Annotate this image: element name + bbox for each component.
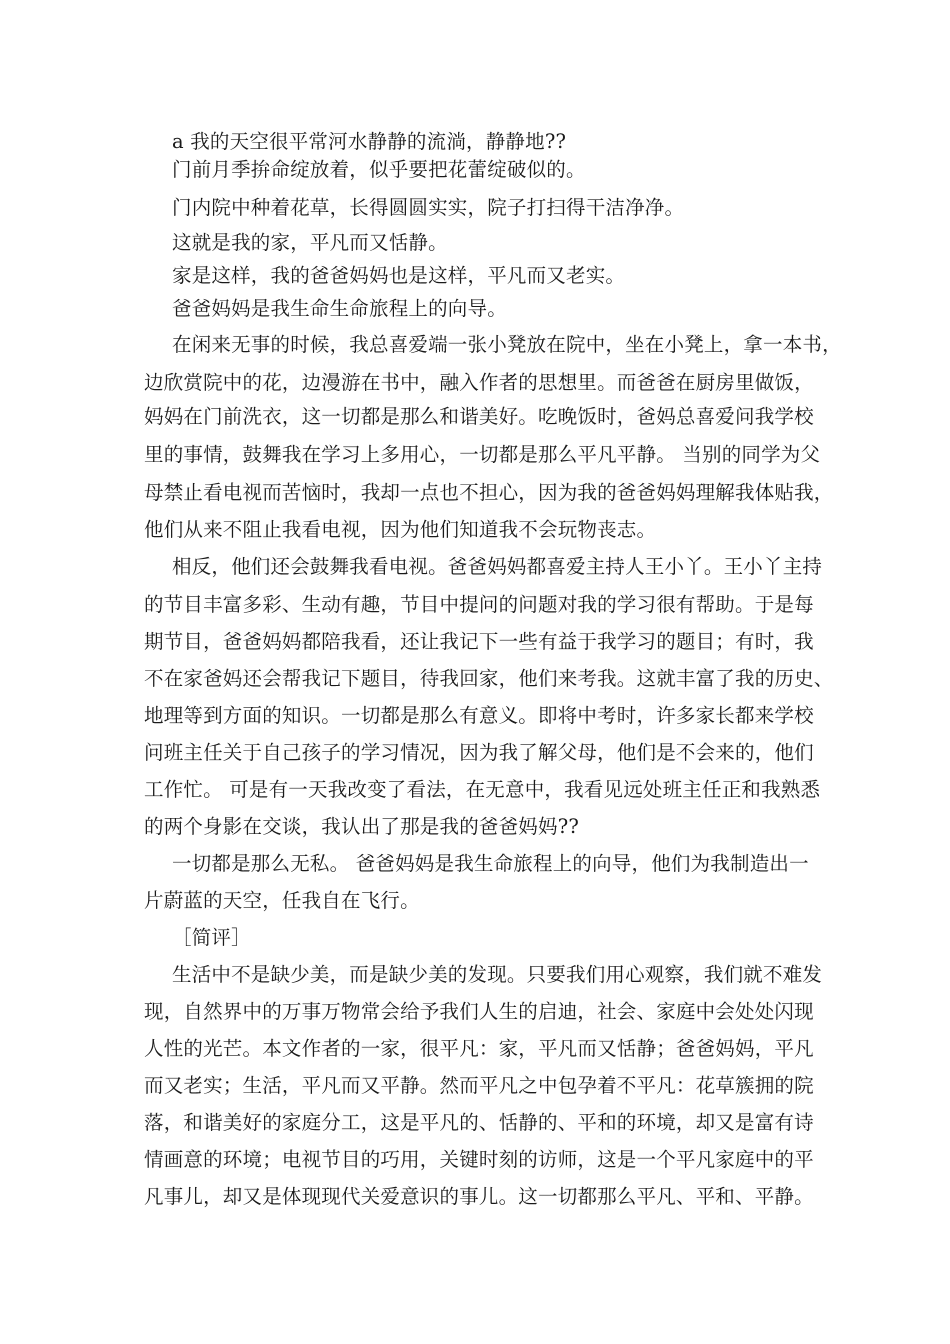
text-line: 这就是我的家，平凡而又恬静。 <box>172 231 448 254</box>
text-line: 母禁止看电视而苦恼时，我却一点也不担心，因为我的爸爸妈妈理解我体贴我， <box>144 481 834 504</box>
text-line: 不在家爸妈还会帮我记下题目，待我回家，他们来考我。这就丰富了我的历史、 <box>144 667 834 690</box>
text-line: 片蔚蓝的天空，任我自在飞行。 <box>144 889 420 912</box>
text-line: 期节目，爸爸妈妈都陪我看，还让我记下一些有益于我学习的题目；有时，我 <box>144 630 814 653</box>
text-line: 边欣赏院中的花，边漫游在书中，融入作者的思想里。而爸爸在厨房里做饭， <box>144 371 814 394</box>
text-line: 在闲来无事的时候，我总喜爱端一张小凳放在院中，坐在小凳上，拿一本书， <box>172 333 842 356</box>
text-line: 情画意的环境；电视节目的巧用，关键时刻的访师，这是一个平凡家庭中的平 <box>144 1148 814 1171</box>
text-line: 现，自然界中的万事万物常会给予我们人生的启迪，社会、家庭中会处处闪现 <box>144 1000 814 1023</box>
text-line: 的两个身影在交谈，我认出了那是我的爸爸妈妈?? <box>144 815 580 838</box>
text-line: 生活中不是缺少美，而是缺少美的发现。只要我们用心观察，我们就不难发 <box>172 963 823 986</box>
text-line: 的节目丰富多彩、生动有趣，节目中提问的问题对我的学习很有帮助。于是每 <box>144 593 814 616</box>
text-line: 人性的光芒。本文作者的一家，很平凡：家，平凡而又恬静；爸爸妈妈，平凡 <box>144 1037 814 1060</box>
text-line: 工作忙。 可是有一天我改变了看法，在无意中，我看见远处班主任正和我熟悉 <box>144 778 821 801</box>
text-line: 而又老实；生活，平凡而又平静。然而平凡之中包孕着不平凡：花草簇拥的院 <box>144 1074 814 1097</box>
text-line: 他们从来不阻止我看电视，因为他们知道我不会玩物丧志。 <box>144 518 657 541</box>
text-line: 相反，他们还会鼓舞我看电视。爸爸妈妈都喜爱主持人王小丫。王小丫主持 <box>172 555 823 578</box>
text-line: 问班主任关于自己孩子的学习情况，因为我了解父母，他们是不会来的，他们 <box>144 741 814 764</box>
text-line: 凡事儿，却又是体现现代关爱意识的事儿。这一切都那么平凡、平和、平静。 <box>144 1185 814 1208</box>
text-line: 落，和谐美好的家庭分工，这是平凡的、恬静的、平和的环境，却又是富有诗 <box>144 1111 814 1134</box>
text-line: 一切都是那么无私。 爸爸妈妈是我生命旅程上的向导，他们为我制造出一 <box>172 852 809 875</box>
text-line: 里的事情，鼓舞我在学习上多用心，一切都是那么平凡平静。 当别的同学为父 <box>144 443 821 466</box>
text-line: a 我的天空很平常河水静静的流淌，静静地?? <box>172 130 567 153</box>
text-line: 地理等到方面的知识。一切都是那么有意义。即将中考时，许多家长都来学校 <box>144 704 814 727</box>
text-line: 家是这样，我的爸爸妈妈也是这样，平凡而又老实。 <box>172 264 626 287</box>
text-line: 门前月季拚命绽放着，似乎要把花蕾绽破似的。 <box>172 158 586 181</box>
text-line: 妈妈在门前洗衣，这一切都是那么和谐美好。吃晚饭时，爸妈总喜爱问我学校 <box>144 405 814 428</box>
text-line: 门内院中种着花草，长得圆圆实实，院子打扫得干洁净净。 <box>172 196 685 219</box>
review-heading: ［简评］ <box>172 926 251 949</box>
text-line: 爸爸妈妈是我生命生命旅程上的向导。 <box>172 297 507 320</box>
